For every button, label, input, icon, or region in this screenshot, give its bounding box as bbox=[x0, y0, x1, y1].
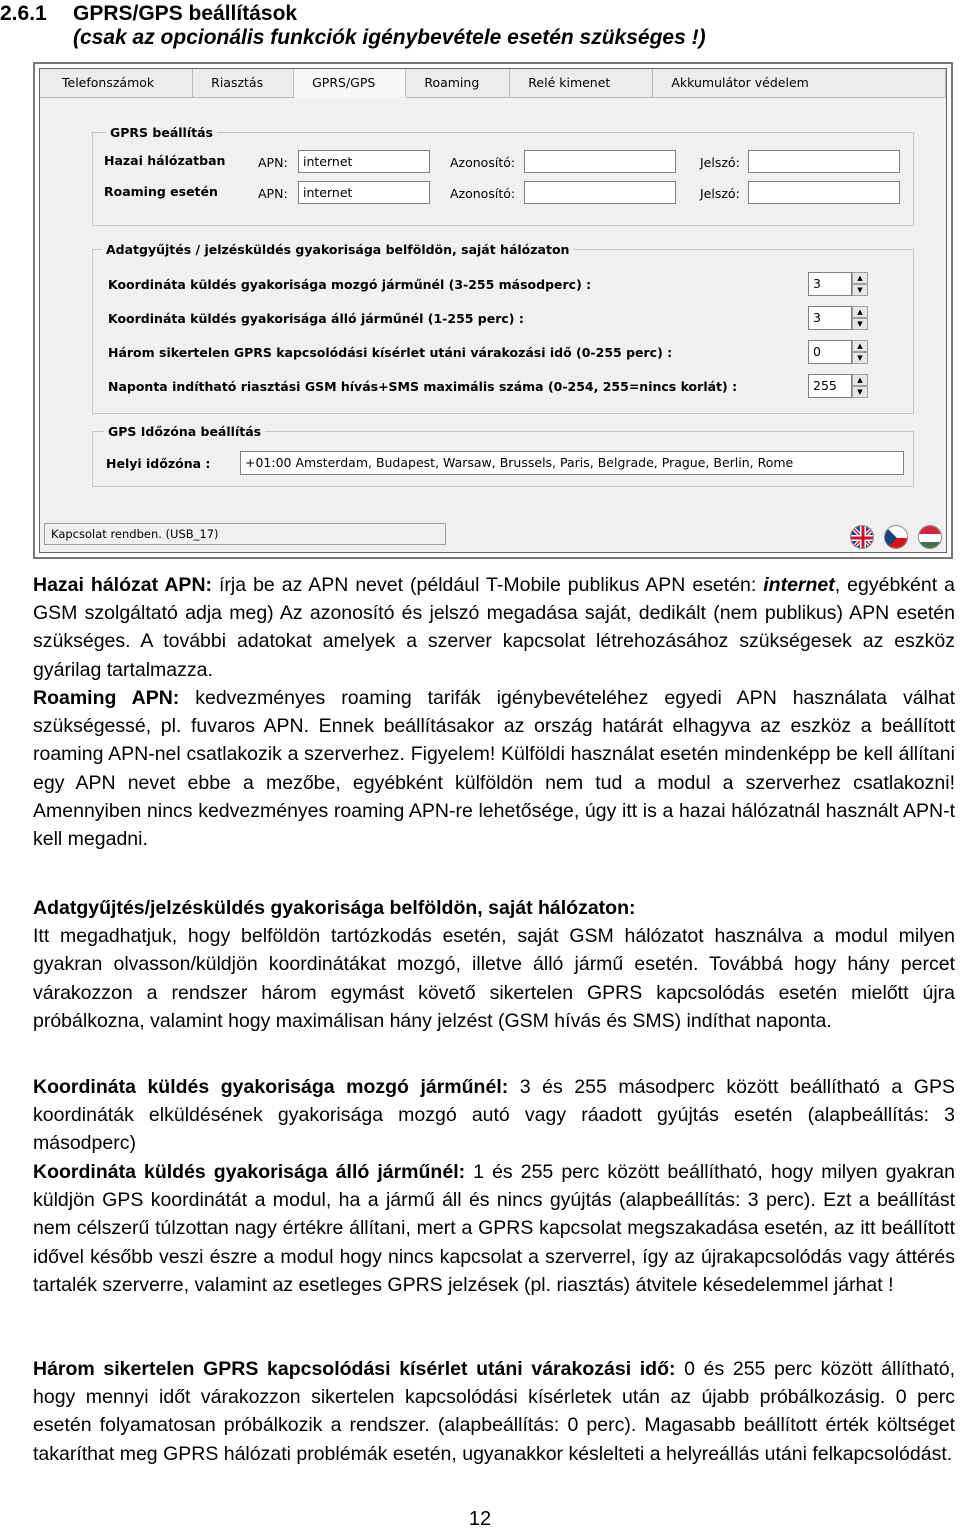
home-network-label: Hazai hálózatban bbox=[104, 153, 226, 168]
term-data-collection: Adatgyűjtés/jelzésküldés gyakorisága belföldön, saját hálózaton: bbox=[33, 897, 636, 919]
spin-down-icon[interactable]: ▼ bbox=[852, 386, 868, 398]
english-flag-icon[interactable] bbox=[850, 525, 874, 549]
paragraph-data-collection bbox=[33, 894, 955, 1035]
home-id-input[interactable] bbox=[524, 150, 676, 173]
text: Itt megadhatjuk, hogy belföldön tartózkodás esetén, saját GSM hálózatot használva a modul milyen gyakran olvasson/küldjön koordinátákat mozgó, illetve álló jármű esetén. Továbbá hogy hány percet várakozzon a rendszer három egymást követő sikertelen GPRS kapcsolódás esetén mielőtt újra próbálkozna, valamint hogy maximálisan hány jelzést (GSM hívás és SMS) indíthat naponta. bbox=[33, 925, 955, 1032]
paragraph-stationary bbox=[33, 1158, 955, 1299]
term-stationary: Koordináta küldés gyakorisága álló járműnél: bbox=[33, 1161, 466, 1183]
stationary-interval-value[interactable]: 3 bbox=[808, 306, 852, 330]
hungarian-flag-icon[interactable] bbox=[918, 525, 942, 549]
home-password-label: Jelszó: bbox=[700, 155, 740, 170]
roaming-apn-input[interactable]: internet bbox=[298, 181, 430, 204]
section-heading bbox=[0, 2, 706, 50]
paragraph-roaming-apn bbox=[33, 684, 955, 853]
home-password-input[interactable] bbox=[748, 150, 900, 173]
spin-down-icon[interactable]: ▼ bbox=[852, 284, 868, 296]
term-moving: Koordináta küldés gyakorisága mozgó járműnél: bbox=[33, 1076, 509, 1098]
retry-wait-label: Három sikertelen GPRS kapcsolódási kísérlet utáni várakozási idő (0-255 perc) : bbox=[108, 345, 673, 360]
timezone-group-title: GPS Időzóna beállítás bbox=[104, 424, 265, 439]
term-home-apn: Hazai hálózat APN: bbox=[33, 574, 213, 596]
text: kedvezményes roaming tarifák igénybevételéhez egyedi APN használata válhat szükségessé, pl. fuvaros APN. Ennek beállításakor az ország határát elhagyva az eszköz a beállított roaming APN-nel csatlakozik a szerverhez. Figyelem! Külföldi használat esetén mindenképp be kell állítani egy APN nevet ebbe a mezőbe, egyébként külföldön nem tud a modul a szerverhez csatlakozni! Amennyiben nincs kedvezményes roaming APN-re lehetősége, úgy itt is a hazai hálózatnál használt APN-t kell megadni. bbox=[33, 687, 955, 851]
roaming-id-label: Azonosító: bbox=[450, 186, 516, 201]
spin-up-icon[interactable]: ▲ bbox=[852, 340, 868, 352]
settings-screenshot bbox=[33, 62, 953, 559]
czech-flag-icon[interactable] bbox=[884, 525, 908, 549]
moving-interval-spinner[interactable] bbox=[808, 272, 868, 296]
settings-window bbox=[39, 68, 947, 553]
timezone-select[interactable]: +01:00 Amsterdam, Budapest, Warsaw, Brussels, Paris, Belgrade, Prague, Berlin, Rome bbox=[240, 451, 904, 475]
text: 3 és 255 másodperc között beállítható a GPS koordináták elküldésének gyakorisága mozgó autó vagy ráadott gyújtás esetén (alapbeállítás: 3 másodperc) bbox=[33, 1076, 955, 1155]
roaming-password-label: Jelszó: bbox=[700, 186, 740, 201]
gprs-group-title: GPRS beállítás bbox=[106, 125, 217, 140]
term-internet: internet bbox=[763, 574, 835, 596]
retry-wait-value[interactable]: 0 bbox=[808, 340, 852, 364]
tab-telefonszamok[interactable]: Telefonszámok bbox=[40, 69, 193, 98]
spin-up-icon[interactable]: ▲ bbox=[852, 272, 868, 284]
stationary-interval-label: Koordináta küldés gyakorisága álló járműnél (1-255 perc) : bbox=[108, 311, 524, 326]
spin-down-icon[interactable]: ▼ bbox=[852, 318, 868, 330]
paragraph-home-apn bbox=[33, 571, 955, 684]
home-id-label: Azonosító: bbox=[450, 155, 516, 170]
roaming-label: Roaming esetén bbox=[104, 184, 218, 199]
section-title: GPRS/GPS beállítások bbox=[73, 2, 298, 25]
max-alarms-label: Naponta indítható riasztási GSM hívás+SMS maximális száma (0-254, 255=nincs korlát) : bbox=[108, 379, 738, 394]
tab-riasztas[interactable]: Riasztás bbox=[193, 69, 294, 98]
roaming-id-input[interactable] bbox=[524, 181, 676, 204]
tab-akkumulator-vedelem[interactable]: Akkumulátor védelem bbox=[653, 69, 946, 98]
spin-down-icon[interactable]: ▼ bbox=[852, 352, 868, 364]
status-bar: Kapcsolat rendben. (USB_17) bbox=[44, 523, 446, 545]
tab-roaming[interactable]: Roaming bbox=[406, 69, 510, 98]
section-number: 2.6.1 bbox=[0, 2, 47, 25]
spin-up-icon[interactable]: ▲ bbox=[852, 306, 868, 318]
term-roaming-apn: Roaming APN: bbox=[33, 687, 180, 709]
text: 1 és 255 perc között beállítható, hogy milyen gyakran küldjön GPS koordinátát a modul, ha a jármű áll és nincs gyújtás (alapbeállítás: 3 perc). Ezt a beállítást nem célszerű túlzottan nagy értékre állítani, mert a GPRS kapcsolat megszakadása esetén, az itt beállított idővel később veszi észre a modul hogy nincs kapcsolat a szerverrel, így az újrakapcsolódás vagy áttérés tartalék szerverre, valamint az esetleges GPRS jelzések (pl. riasztás) átvitele késedelemmel járhat ! bbox=[33, 1161, 955, 1296]
page-number: 12 bbox=[468, 1508, 492, 1530]
tab-gprs-gps[interactable]: GPRS/GPS bbox=[294, 69, 406, 97]
max-alarms-value[interactable]: 255 bbox=[808, 374, 852, 398]
text: 0 és 255 perc között állítható, hogy mennyi időt várakozzon sikertelen kapcsolódási kísérletek után az újabb próbálkozásig. 0 perc esetén folyamatosan próbálkozik a rendszer. (alapbeállítás: 0 perc). Magasabb beállított érték költséget takaríthat meg GPRS hálózati problémák esetén, ugyanakkor késlelteti a helyreállás utáni felkapcsolódást. bbox=[33, 1358, 956, 1465]
timezone-label: Helyi időzóna : bbox=[106, 456, 211, 471]
text: írja be az APN nevet (például T-Mobile publikus APN esetén: bbox=[212, 574, 764, 596]
stationary-interval-spinner[interactable] bbox=[808, 306, 868, 330]
retry-wait-spinner[interactable] bbox=[808, 340, 868, 364]
spin-up-icon[interactable]: ▲ bbox=[852, 374, 868, 386]
data-group-title: Adatgyűjtés / jelzésküldés gyakorisága belföldön, saját hálózaton bbox=[102, 242, 573, 257]
home-apn-input[interactable]: internet bbox=[298, 150, 430, 173]
roaming-apn-label: APN: bbox=[258, 186, 288, 201]
text: , egyébként a GSM szolgáltató adja meg) Az azonosító és jelszó megadása saját, dedikált (nem publikus) APN esetén szükséges. A további adatokat amelyek a szerver kapcsolat létrehozásához szükségesek az eszköz gyárilag tartalmazza. bbox=[33, 574, 955, 681]
tab-bar bbox=[40, 69, 946, 99]
paragraph-retry bbox=[33, 1355, 955, 1468]
roaming-password-input[interactable] bbox=[748, 181, 900, 204]
moving-interval-label: Koordináta küldés gyakorisága mozgó járműnél (3-255 másodperc) : bbox=[108, 277, 592, 292]
gprs-group bbox=[92, 132, 914, 226]
moving-interval-value[interactable]: 3 bbox=[808, 272, 852, 296]
max-alarms-spinner[interactable] bbox=[808, 374, 868, 398]
tab-rele-kimenet[interactable]: Relé kimenet bbox=[510, 69, 653, 98]
home-apn-label: APN: bbox=[258, 155, 288, 170]
section-subtitle: (csak az opcionális funkciók igénybevétele esetén szükséges !) bbox=[73, 26, 706, 49]
term-retry: Három sikertelen GPRS kapcsolódási kísérlet utáni várakozási idő: bbox=[33, 1358, 676, 1380]
paragraph-moving bbox=[33, 1073, 955, 1158]
